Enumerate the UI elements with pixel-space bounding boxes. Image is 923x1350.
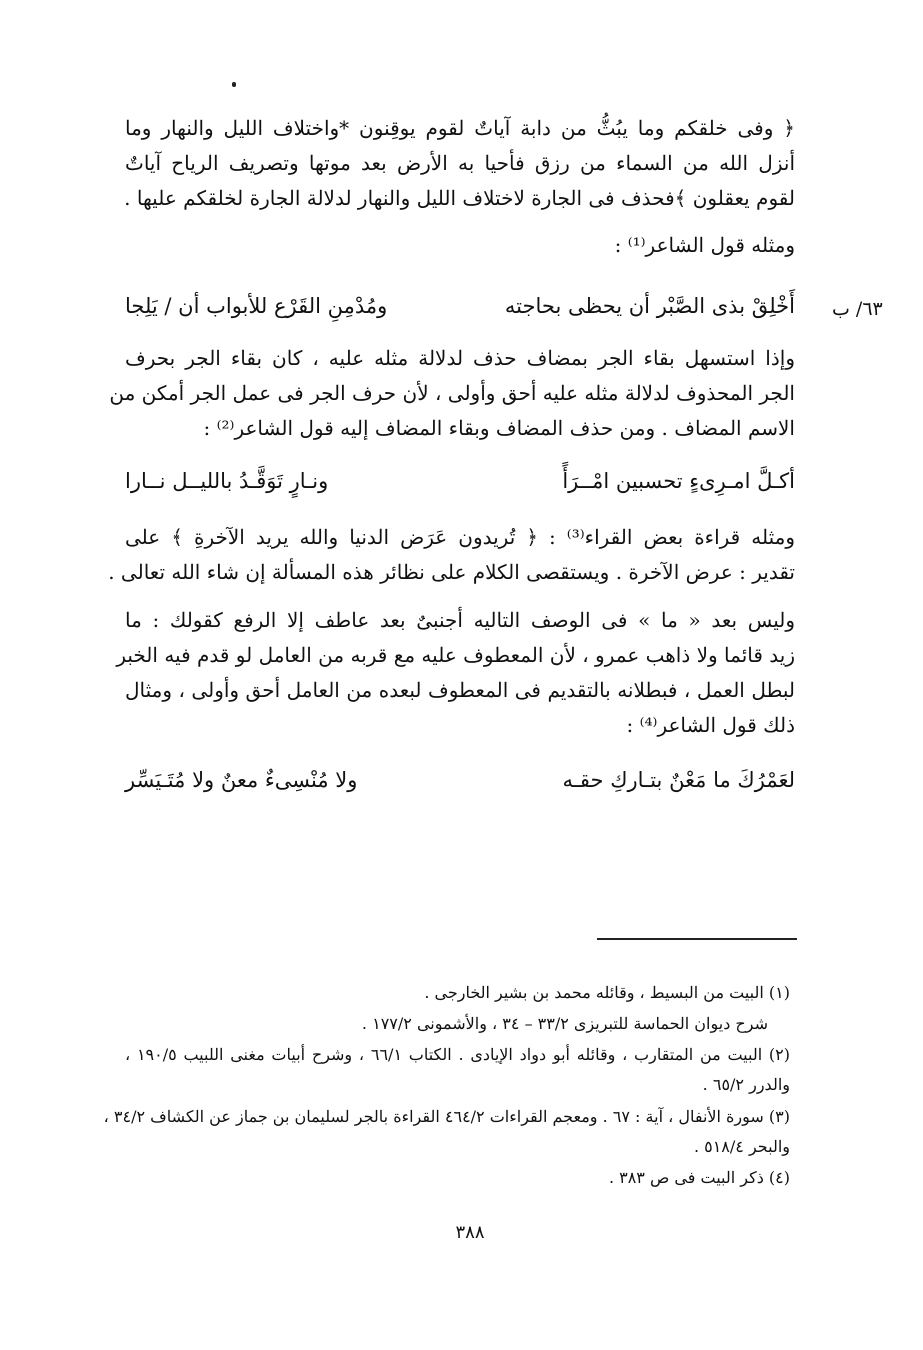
body-line: تقدير : عرض الآخرة . ويستقصى الكلام على نظائر هذه المسألة إن شاء الله تعالى .: [108, 560, 795, 584]
verse-2: [125, 466, 795, 496]
body-line: ومثله قراءة بعض القراء⁽³⁾ : ﴿ تُريدون عَرَض الدنيا والله يريد الآخرةِ ﴾ على: [125, 525, 795, 549]
body-line: زيد قائما ولا ذاهب عمرو ، لأن المعطوف عليه مع قربه من العامل لو قدم فيه الخبر: [116, 643, 795, 667]
verse-3-first-hemistich: لعَمْرُكَ ما مَعْنٌ بتـاركِ حقـه: [562, 768, 795, 792]
footnote-4: (٤) ذكر البيت فى ص ٣٨٣ .: [608, 1168, 790, 1187]
ink-speck: [232, 82, 236, 87]
verse-2-first-hemistich: أكـلَّ امـرِىءٍ تحسبين امْــرَأً: [562, 469, 795, 493]
footnote-separator: [597, 938, 797, 940]
page-number: ٣٨٨: [455, 1222, 485, 1243]
body-line: وليس بعد « ما » فى الوصف التاليه أجنبىٌ بعد عاطف إلا الرفع كقولك : ما: [125, 608, 795, 632]
body-line: أنزل الله من السماء من رزق فأحيا به الأرض بعد موتها وتصريف الرياح آياتٌ: [125, 151, 795, 175]
body-line: الجر المحذوف لدلالة مثله عليه أحق وأولى ، لأن حرف الجر فى عمل الجر أمكن من: [109, 381, 795, 405]
verse-2-second-hemistich: ونـارٍ تَوَقَّـدُ بالليــل نــارا: [125, 469, 329, 493]
footnote-1-source: شرح ديوان الحماسة للتبريزى ٣٣/٢ – ٣٤ ، والأشمونى ١٧٧/٢ .: [361, 1014, 768, 1033]
verse-1-second-hemistich: ومُدْمِنِ القَرْع للأبواب أن / يَلِجا: [125, 294, 388, 318]
body-line: لقوم يعقلون ﴾فحذف فى الجارة لاختلاف الليل والنهار لدلالة الجارة لخلقكم عليها .: [124, 186, 795, 210]
verse-1-first-hemistich: أَخْلِقْ بذى الصَّبْر أن يحظى بحاجته: [504, 294, 795, 318]
body-line: ومثله قول الشاعر⁽¹⁾ :: [614, 233, 795, 257]
body-line: ذلك قول الشاعر⁽⁴⁾ :: [626, 713, 795, 737]
body-line: لبطل العمل ، فبطلانه بالتقديم فى المعطوف لبعده من العامل أحق وأولى ، ومثال: [125, 678, 795, 702]
body-line: وإذا استسهل بقاء الجر بمضاف حذف لدلالة مثله عليه ، كان بقاء الجر بحرف: [125, 346, 795, 370]
footnote-1: (١) البيت من البسيط ، وقائله محمد بن بشير الخارجى .: [424, 983, 790, 1002]
footnote-3: (٣) سورة الأنفال ، آية : ٦٧ . ومعجم القراءات ٤٦٤/٢ القراءة بالجر لسليمان بن جماز عن الكشاف ٣٤/٢ ،: [103, 1107, 790, 1126]
verse-3-second-hemistich: ولا مُنْسِىءٌ معنٌ ولا مُتَـيَسِّر: [125, 768, 358, 792]
footnote-3-cont: والبحر ٥١٨/٤ .: [693, 1137, 790, 1156]
verse-1: [125, 291, 795, 321]
footnote-2: (٢) البيت من المتقارب ، وقائله أبو دواد الإيادى . الكتاب ٦٦/١ ، وشرح أبيات مغنى اللبيب ١٩٠/٥ ،: [125, 1045, 791, 1064]
body-line: ﴿ وفى خلقكم وما يبُثُّ من دابة آياتٌ لقوم يوقِنون *واختلاف الليل والنهار وما: [125, 116, 795, 140]
manuscript-folio-note: ٦٣/ ب: [832, 298, 883, 320]
body-line: الاسم المضاف . ومن حذف المضاف وبقاء المضاف إليه قول الشاعر⁽²⁾ :: [203, 416, 795, 440]
verse-3: [125, 765, 795, 795]
footnote-2-cont: والدرر ٦٥/٢ .: [702, 1075, 790, 1094]
